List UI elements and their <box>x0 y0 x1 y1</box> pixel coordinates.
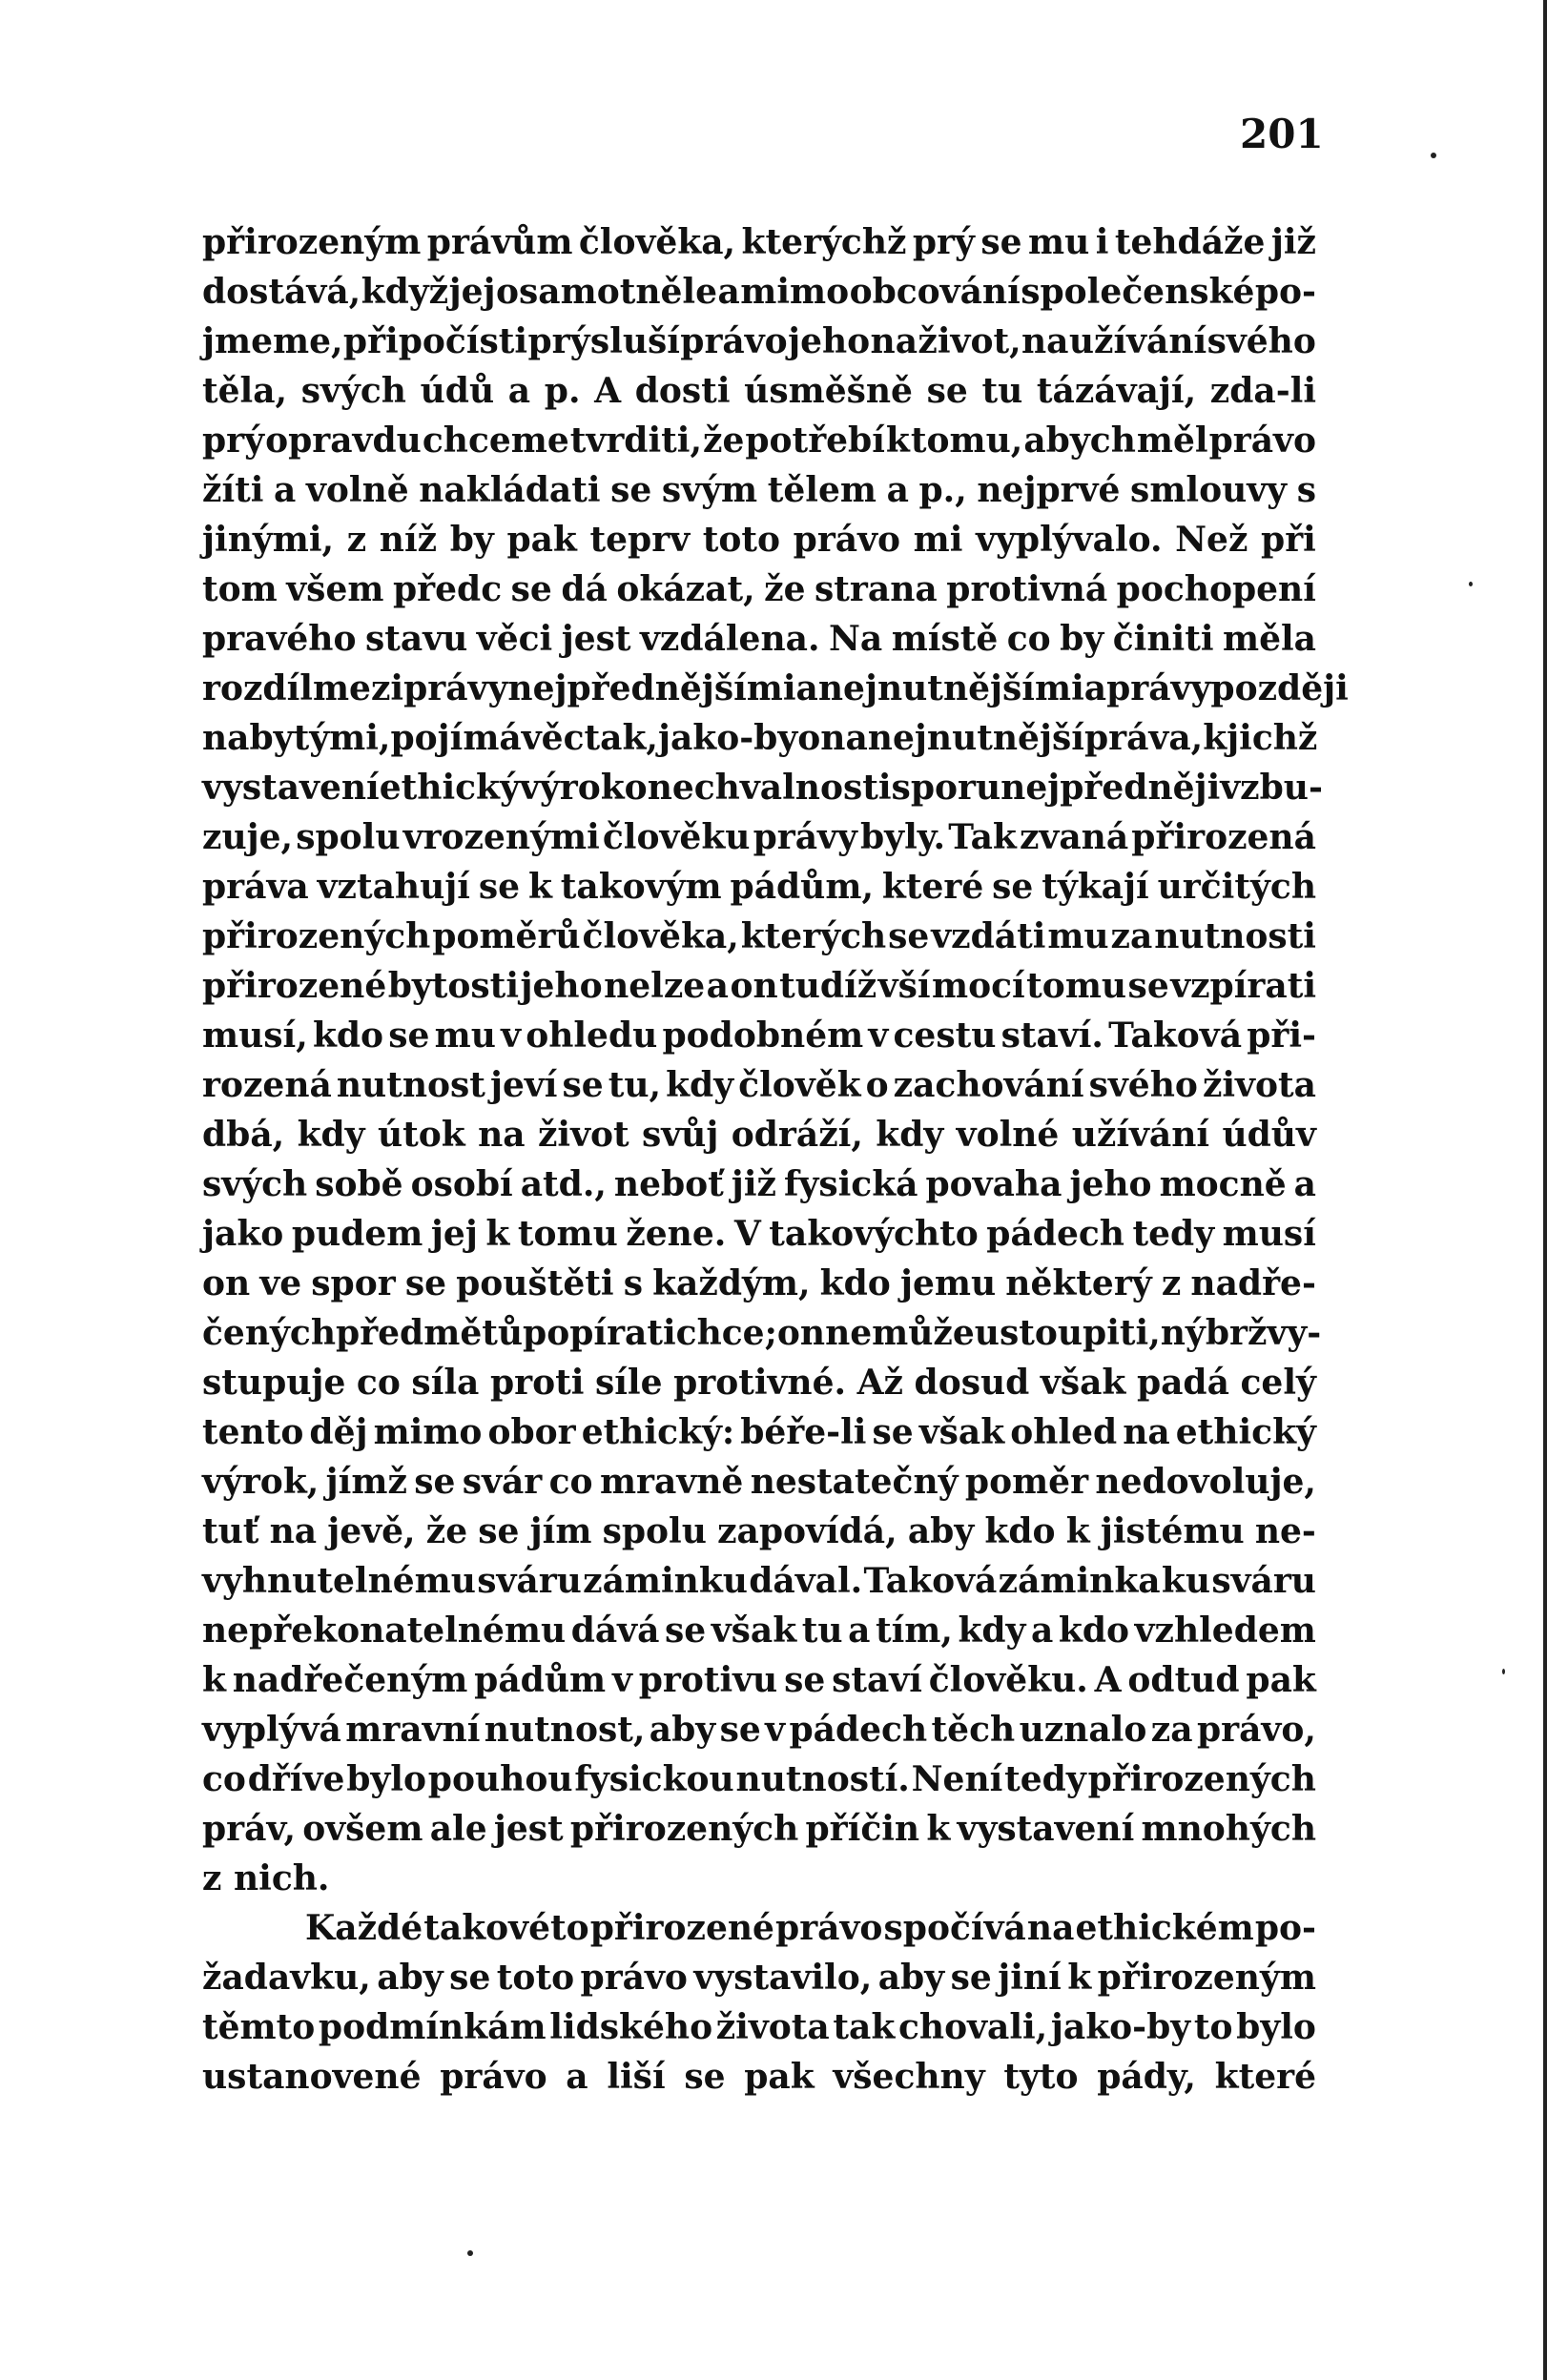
text-line: stupuje co síla proti síle protivné. Až dosud však padá celý <box>202 1363 1316 1403</box>
text-line: z nich. <box>202 1858 330 1898</box>
text-line: těmto podmínkám lidského života tak chovali, jako-by to bylo <box>202 2007 1316 2047</box>
text-line: on ve spor se pouštěti s každým, kdo jemu některý z nadře- <box>202 1263 1316 1303</box>
text-line: tuť na jevě, že se jím spolu zapovídá, aby kdo k jistému ne- <box>202 1511 1316 1551</box>
text-line: přirozené bytosti jeho nelze a on tudíž vší mocí tomu se vzpírati <box>202 966 1316 1006</box>
text-line: práva vztahují se k takovým pádům, které se týkají určitých <box>202 867 1316 907</box>
text-line: těla, svých údů a p. A dosti úsměšně se tu tázávají, zda-li <box>202 371 1316 411</box>
text-line: přirozených poměrů člověka, kterých se vzdáti mu za nutnosti <box>202 916 1316 956</box>
text-line: vyhnutelnému sváru záminku dával. Taková záminka ku sváru <box>202 1561 1316 1601</box>
text-line: jmeme, připočísti prý sluší právo jeho na život, na užívání svého <box>202 321 1316 361</box>
text-line: ustanovené právo a liší se pak všechny tyto pády, které <box>202 2057 1316 2097</box>
text-line: žadavku, aby se toto právo vystavilo, aby se jiní k přirozeným <box>202 1958 1316 1998</box>
text-line: zuje, spolu vrozenými člověku právy byly. Tak zvaná přirozená <box>202 817 1316 857</box>
text-line: tom všem předc se dá okázat, že strana protivná pochopení <box>202 569 1316 609</box>
text-line: dbá, kdy útok na život svůj odráží, kdy volné užívání údův <box>202 1115 1316 1155</box>
text-line: jako pudem jej k tomu žene. V takovýchto pádech tedy musí <box>202 1214 1316 1254</box>
text-line: pravého stavu věci jest vzdálena. Na místě co by činiti měla <box>202 619 1316 659</box>
scan-speck <box>1502 1669 1505 1674</box>
text-line: tento děj mimo obor ethický: béře-li se však ohled na ethický <box>202 1412 1316 1452</box>
text-line: k nadřečeným pádům v protivu se staví člověku. A odtud pak <box>202 1660 1316 1700</box>
text-line: rozená nutnost jeví se tu, kdy člověk o zachování svého života <box>202 1065 1316 1105</box>
text-line: žíti a volně nakládati se svým tělem a p., nejprvé smlouvy s <box>202 470 1316 510</box>
text-line: rozdíl mezi právy nejpřednějšími a nejnutnějšími a právy později <box>202 668 1349 708</box>
text-line: co dříve bylo pouhou fysickou nutností. Není tedy přirozených <box>202 1759 1316 1799</box>
text-line: nepřekonatelnému dává se však tu a tím, kdy a kdo vzhledem <box>202 1611 1316 1651</box>
text-line: prý opravdu chceme tvrditi, že potřebí k tomu, abych měl právo <box>202 421 1316 461</box>
text-line: práv, ovšem ale jest přirozených příčin k vystavení mnohých <box>202 1809 1316 1849</box>
text-line: vystavení ethický výrok o nechvalnosti sporu nejpředněji vzbu- <box>202 768 1323 808</box>
text-line: výrok, jímž se svár co mravně nestatečný poměr nedovoluje, <box>202 1462 1316 1502</box>
text-line: Každé takovéto přirozené právo spočívá na ethickém po- <box>305 1908 1316 1948</box>
text-line: dostává, když jej osamotněle a mimo obcování společenské po- <box>202 272 1316 312</box>
scan-speck <box>467 2250 473 2256</box>
body-text <box>202 217 1349 2102</box>
text-line: čených předmětů popírati chce; on nemůže ustoupiti, nýbrž vy- <box>202 1313 1322 1353</box>
text-line: vyplývá mravní nutnost, aby se v pádech těch uznalo za právo, <box>202 1710 1316 1750</box>
text-line: musí, kdo se mu v ohledu podobném v cestu staví. Taková při- <box>202 1016 1316 1056</box>
text-line: přirozeným právům člověka, kterýchž prý se mu i tehdáže již <box>202 222 1316 262</box>
text-line: nabytými, pojímá věc tak, jako-by ona nejnutnější práva, k jichž <box>202 718 1318 758</box>
scan-speck <box>1469 582 1473 586</box>
text-line: svých sobě osobí atd., neboť již fysická povaha jeho mocně a <box>202 1164 1316 1204</box>
scan-speck <box>1431 153 1436 158</box>
page-number: 201 <box>1240 111 1324 157</box>
text-line: jinými, z níž by pak teprv toto právo mi vyplývalo. Než při <box>202 520 1316 560</box>
